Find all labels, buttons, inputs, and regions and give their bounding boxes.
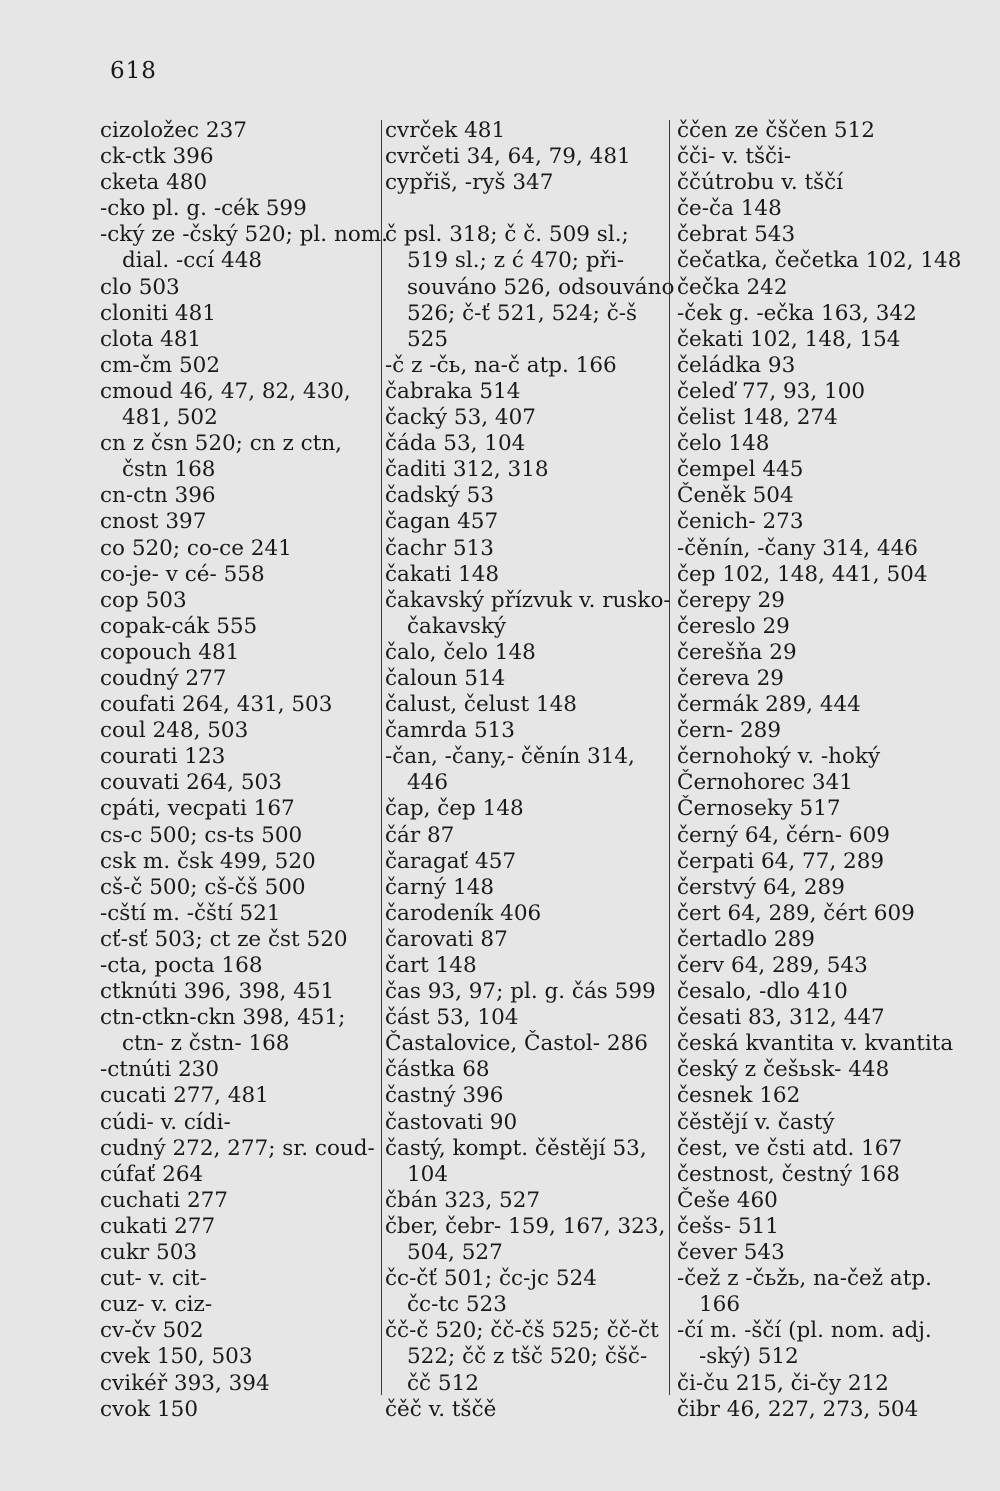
index-entry: cvrčeti 34, 64, 79, 481 [385, 144, 631, 170]
index-entry-continuation: dial. -ccí 448 [122, 248, 263, 274]
index-entry: -cta, pocta 168 [100, 953, 263, 978]
index-entry: cvrček 481 [385, 118, 506, 143]
index-entry: čabraka 514 [385, 378, 521, 404]
index-entry: čadský 53 [385, 483, 495, 509]
index-entry: čár 87 [385, 822, 455, 848]
index-entry: cvek 150, 503 [100, 1344, 253, 1370]
index-entry: courati 123 [100, 744, 226, 770]
index-entry: čeládka 93 [677, 352, 796, 378]
index-entry: čc-čť 501; čc-jc 524 [385, 1266, 597, 1292]
index-entry: častovati 90 [385, 1109, 518, 1135]
index-entry [385, 196, 665, 222]
index-entry: čečatka, čečetka 102, 148 [677, 248, 962, 274]
index-entry: cs-c 500; cs-ts 500 [100, 822, 303, 848]
index-entry: čarodeník 406 [385, 900, 542, 926]
index-entry-continuation: čakavský [407, 613, 507, 639]
index-entry: čaragať 457 [385, 848, 517, 874]
index-entry: český z češьsk- 448 [677, 1057, 890, 1083]
index-entry: čert 64, 289, čért 609 [677, 900, 915, 926]
index-entry: čap, čep 148 [385, 796, 524, 822]
index-entry: coul 248, 503 [100, 718, 249, 744]
index-entry-continuation: 526; č-ť 521, 524; č-š [407, 300, 638, 326]
index-entry: čerepy 29 [677, 587, 785, 613]
index-entry: čibr 46, 227, 273, 504 [677, 1396, 919, 1422]
index-entry: červ 64, 289, 543 [677, 953, 868, 978]
index-entry: cúfať 264 [100, 1161, 204, 1187]
index-entry: či-ču 215, či-čy 212 [677, 1370, 889, 1396]
index-entry: čelist 148, 274 [677, 405, 838, 431]
index-column-1 [100, 118, 388, 1423]
index-entry-continuation: ctn- z čstn- 168 [122, 1031, 290, 1057]
index-column-3 [677, 118, 995, 1423]
index-entry: če-ča 148 [677, 196, 782, 222]
index-entry: ck-ctk 396 [100, 144, 214, 170]
index-entry: čči- v. tšči- [677, 144, 792, 170]
index-entry: cypřiš, -ryš 347 [385, 170, 554, 196]
index-entry: čakati 148 [385, 561, 500, 587]
index-entry: cloniti 481 [100, 300, 216, 326]
index-entry-continuation: čč 512 [407, 1370, 479, 1396]
index-entry: cut- v. cit- [100, 1266, 207, 1292]
index-entry: cš-č 500; cš-čš 500 [100, 874, 306, 900]
index-entry: copouch 481 [100, 639, 240, 665]
index-entry: čempel 445 [677, 457, 804, 483]
index-entry: častný 396 [385, 1083, 504, 1109]
index-entry-continuation: -ský) 512 [699, 1344, 799, 1370]
index-entry: -cko pl. g. -cék 599 [100, 196, 307, 222]
column-divider [669, 120, 670, 1395]
index-entry: -čan, -čany,- čěnín 314, [385, 744, 635, 770]
index-entry: cvikéř 393, 394 [100, 1370, 270, 1396]
index-entry: cmoud 46, 47, 82, 430, [100, 378, 351, 404]
index-entry: coufati 264, 431, 503 [100, 692, 333, 718]
index-entry: čerpati 64, 77, 289 [677, 848, 885, 874]
index-entry: čalust, čelust 148 [385, 692, 577, 718]
index-entry-continuation: 525 [407, 326, 449, 352]
index-entry: čermák 289, 444 [677, 692, 861, 718]
index-entry: copak-cák 555 [100, 613, 258, 639]
index-entry-continuation: 104 [407, 1161, 449, 1187]
index-entry: -č z -čь, na-č atp. 166 [385, 352, 617, 378]
index-entry: čever 543 [677, 1240, 785, 1266]
index-entry: cizoložec 237 [100, 118, 247, 143]
index-entry: čečka 242 [677, 274, 788, 300]
index-entry: čereva 29 [677, 665, 784, 691]
index-entry: čalo, čelo 148 [385, 639, 536, 665]
index-entry: ctn-ctkn-ckn 398, 451; [100, 1005, 346, 1031]
index-entry: čarovati 87 [385, 926, 508, 952]
index-entry: csk m. čsk 499, 520 [100, 848, 316, 874]
index-entry: cketa 480 [100, 170, 208, 196]
index-entry: č psl. 318; č č. 509 sl.; [385, 222, 629, 248]
index-entry-continuation: 481, 502 [122, 405, 218, 431]
index-entry: Češe 460 [677, 1187, 778, 1213]
index-entry: čest, ve čsti atd. 167 [677, 1135, 903, 1161]
index-entry-continuation: 166 [699, 1292, 741, 1318]
index-entry: čerstvý 64, 289 [677, 874, 845, 900]
index-entry-continuation: 519 sl.; z ć 470; při- [407, 248, 625, 274]
index-column-2 [385, 118, 675, 1423]
index-entry: čestnost, čestný 168 [677, 1161, 900, 1187]
index-entry: cť-sť 503; ct ze čst 520 [100, 926, 348, 952]
index-entry: česalo, -dlo 410 [677, 979, 848, 1005]
index-entry-continuation: čc-tc 523 [407, 1292, 507, 1318]
index-entry-continuation: čstn 168 [122, 457, 216, 483]
index-entry: častý, kompt. čěstějí 53, [385, 1135, 647, 1161]
index-entry: češs- 511 [677, 1213, 779, 1239]
index-entry: čas 93, 97; pl. g. čás 599 [385, 979, 656, 1005]
index-entry: cuchati 277 [100, 1187, 228, 1213]
index-entry: coudný 277 [100, 665, 227, 691]
index-entry: Černosekу 517 [677, 796, 841, 822]
index-entry: čebrat 543 [677, 222, 796, 248]
index-entry: cpáti, vecpati 167 [100, 796, 295, 822]
index-entry: čerešňa 29 [677, 639, 797, 665]
index-entry: Černohorec 341 [677, 770, 853, 796]
index-entry: cukati 277 [100, 1213, 216, 1239]
index-entry-continuation: souváno 526, odsouváno [407, 274, 675, 300]
index-entry: čber, čebr- 159, 167, 323, [385, 1213, 666, 1239]
index-entry: čep 102, 148, 441, 504 [677, 561, 928, 587]
index-entry: cúdi- v. cídi- [100, 1109, 231, 1135]
index-entry: čaditi 312, 318 [385, 457, 549, 483]
index-entry: co-je- v cé- 558 [100, 561, 265, 587]
index-entry: cudný 272, 277; sr. coud- [100, 1135, 375, 1161]
index-entry: čbán 323, 527 [385, 1187, 541, 1213]
index-entry: ctknúti 396, 398, 451 [100, 979, 335, 1005]
index-entry: -cký ze -čský 520; pl. nom. [100, 222, 388, 248]
index-entry-continuation: 446 [407, 770, 449, 796]
index-entry: čereslo 29 [677, 613, 790, 639]
index-entry: -ctnúti 230 [100, 1057, 220, 1083]
index-entry: cm-čm 502 [100, 352, 220, 378]
index-entry: čeleď 77, 93, 100 [677, 378, 866, 404]
index-entry: čč-č 520; čč-čš 525; čč-čt [385, 1318, 659, 1344]
index-entry: cn-ctn 396 [100, 483, 216, 509]
index-entry: cop 503 [100, 587, 187, 613]
index-entry: část 53, 104 [385, 1005, 519, 1031]
index-entry: česati 83, 312, 447 [677, 1005, 885, 1031]
index-entry: cucati 277, 481 [100, 1083, 269, 1109]
index-entry: částka 68 [385, 1057, 490, 1083]
index-entry: -ček g. -ečka 163, 342 [677, 300, 917, 326]
column-divider [381, 120, 382, 1395]
index-entry: čagan 457 [385, 509, 499, 535]
index-entry: co 520; co-ce 241 [100, 535, 292, 561]
index-entry: čarný 148 [385, 874, 495, 900]
index-entry: čart 148 [385, 953, 477, 978]
index-entry: čachr 513 [385, 535, 494, 561]
index-entry: cn z čsn 520; cn z ctn, [100, 431, 343, 457]
index-entry: cuz- v. ciz- [100, 1292, 213, 1318]
index-entry: čertadlo 289 [677, 926, 815, 952]
index-entry: cv-čv 502 [100, 1318, 204, 1344]
index-entry: Častalovice, Častol- 286 [385, 1031, 648, 1057]
index-entry: -cští m. -čští 521 [100, 900, 281, 926]
index-entry: -čí m. -ščí (pl. nom. adj. [677, 1318, 932, 1344]
index-entry-continuation: 522; čč z tšč 520; čšč- [407, 1344, 648, 1370]
index-entry: čamrda 513 [385, 718, 515, 744]
index-entry: clo 503 [100, 274, 180, 300]
index-entry: čaloun 514 [385, 665, 506, 691]
index-entry: čěč v. tščě [385, 1396, 497, 1422]
index-entry: clota 481 [100, 326, 202, 352]
index-entry: čern- 289 [677, 718, 782, 744]
index-entry: černohoký v. -hoký [677, 744, 881, 770]
index-entry: čáda 53, 104 [385, 431, 526, 457]
index-entry: česnek 162 [677, 1083, 801, 1109]
index-entry: -čěnín, -čany 314, 446 [677, 535, 918, 561]
index-entry-continuation: 504, 527 [407, 1240, 503, 1266]
index-entry: couvati 264, 503 [100, 770, 282, 796]
index-entry: čacký 53, 407 [385, 405, 536, 431]
index-entry: česká kvantita v. kvantita [677, 1031, 954, 1057]
page-number: 618 [110, 58, 157, 84]
index-entry: ččen ze čščen 512 [677, 118, 875, 143]
index-entry: cukr 503 [100, 1240, 198, 1266]
index-entry: Čeněk 504 [677, 483, 794, 509]
index-entry: čekati 102, 148, 154 [677, 326, 901, 352]
index-entry: černý 64, čérn- 609 [677, 822, 890, 848]
index-entry: čelo 148 [677, 431, 770, 457]
index-entry: čakavský přízvuk v. rusko- [385, 587, 671, 613]
index-entry: cnost 397 [100, 509, 207, 535]
index-entry: cvok 150 [100, 1396, 199, 1422]
index-entry: ččútrobu v. tščí [677, 170, 844, 196]
index-entry: -čež z -čьžь, na-čež atp. [677, 1266, 932, 1292]
index-entry: čenich- 273 [677, 509, 804, 535]
index-entry: čěstějí v. častý [677, 1109, 835, 1135]
